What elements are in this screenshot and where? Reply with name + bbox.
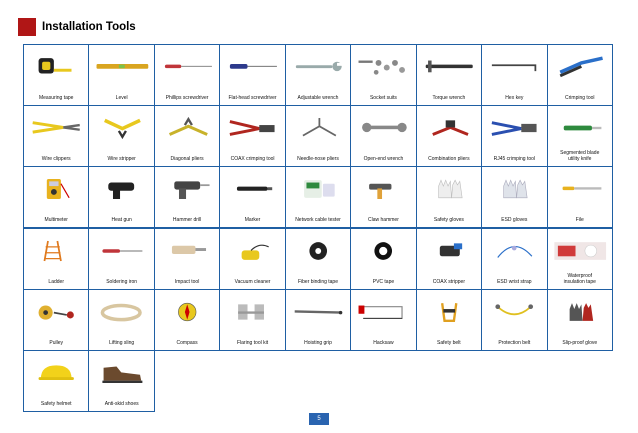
tool-label: Claw hammer bbox=[368, 217, 399, 224]
hammer-drill-icon bbox=[159, 171, 215, 207]
tool-label: Segmented blade utility knife bbox=[560, 150, 600, 163]
fiber-binding-tape-icon bbox=[290, 233, 346, 269]
level-icon bbox=[93, 49, 149, 85]
tool-label: Slip-proof glove bbox=[562, 339, 598, 346]
tool-cell bbox=[285, 166, 351, 228]
tool-label: Network cable tester bbox=[295, 217, 341, 224]
hacksaw-icon bbox=[355, 294, 411, 330]
tool-label: RJ45 crimping tool bbox=[493, 156, 536, 163]
safety-belt-icon bbox=[421, 294, 477, 330]
tool-label: Vacuum cleaner bbox=[234, 278, 271, 285]
network-cable-tester-icon bbox=[290, 171, 346, 207]
tool-label: Torque wrench bbox=[432, 95, 466, 102]
rj45-crimping-tool-icon bbox=[486, 110, 542, 146]
tool-cell bbox=[23, 166, 89, 228]
wire-clippers-icon bbox=[28, 110, 84, 146]
tool-cell bbox=[416, 44, 482, 106]
tool-label: Socket suits bbox=[369, 95, 397, 102]
tool-label: Flaring tool kit bbox=[236, 339, 269, 346]
adjustable-wrench-icon bbox=[290, 49, 346, 85]
tool-label: Flat-head screwdriver bbox=[228, 95, 277, 102]
tool-cell bbox=[23, 350, 89, 412]
tool-label: Level bbox=[115, 95, 128, 102]
tool-label: Combination pliers bbox=[428, 156, 470, 163]
tool-label: Diagonal pliers bbox=[170, 156, 204, 163]
tool-cell bbox=[481, 228, 547, 290]
tool-cell bbox=[547, 289, 613, 351]
torque-wrench-icon bbox=[421, 49, 477, 85]
tool-label: Open-end wrench bbox=[363, 156, 404, 163]
tool-cell bbox=[416, 105, 482, 167]
page-header bbox=[18, 18, 136, 36]
needle-nose-pliers-icon bbox=[290, 110, 346, 146]
tool-cell bbox=[547, 105, 613, 167]
tool-cell bbox=[23, 289, 89, 351]
wire-stripper-icon bbox=[93, 110, 149, 146]
heat-gun-icon bbox=[93, 171, 149, 207]
esd-gloves-icon bbox=[486, 171, 542, 207]
tool-cell bbox=[481, 289, 547, 351]
tool-cell bbox=[219, 289, 285, 351]
tool-label: Hoisting grip bbox=[304, 339, 332, 346]
header-accent-square bbox=[18, 18, 36, 36]
tool-cell bbox=[88, 350, 154, 412]
ladder-icon bbox=[28, 233, 84, 269]
tool-cell bbox=[350, 228, 416, 290]
tool-label: Hammer drill bbox=[172, 217, 202, 224]
tool-label: Crimping tool bbox=[565, 95, 595, 102]
tool-cell bbox=[481, 105, 547, 167]
tool-label: Fiber binding tape bbox=[297, 278, 338, 285]
socket-set-icon bbox=[355, 49, 411, 85]
measuring-tape-icon bbox=[28, 49, 84, 85]
claw-hammer-icon bbox=[355, 171, 411, 207]
compass-icon bbox=[159, 294, 215, 330]
tool-label: COAX crimping tool bbox=[230, 156, 275, 163]
tool-cell bbox=[219, 44, 285, 106]
protection-belt-icon bbox=[486, 294, 542, 330]
tool-label: Compass bbox=[176, 339, 198, 346]
tool-label: Safety helmet bbox=[40, 400, 72, 407]
utility-knife-icon bbox=[552, 110, 608, 146]
tool-cell bbox=[416, 289, 482, 351]
crimping-tool-icon bbox=[552, 49, 608, 85]
tool-cell bbox=[547, 228, 613, 290]
tool-label: Protection belt bbox=[498, 339, 531, 346]
tool-cell bbox=[154, 166, 220, 228]
diagonal-pliers-icon bbox=[159, 110, 215, 146]
tool-cell bbox=[154, 289, 220, 351]
file-icon bbox=[552, 171, 608, 207]
tool-label: Lifting sling bbox=[109, 339, 135, 346]
tool-cell bbox=[219, 105, 285, 167]
tool-label: Phillips screwdriver bbox=[165, 95, 209, 102]
tool-cell bbox=[350, 44, 416, 106]
slip-proof-glove-icon bbox=[552, 294, 608, 330]
tool-cell bbox=[285, 228, 351, 290]
waterproof-insulation-tape-icon bbox=[552, 233, 608, 269]
tool-cell bbox=[481, 166, 547, 228]
tool-cell bbox=[88, 289, 154, 351]
tool-cell bbox=[481, 44, 547, 106]
tools-grid bbox=[23, 44, 612, 411]
phillips-screwdriver-icon bbox=[159, 49, 215, 85]
combination-pliers-icon bbox=[421, 110, 477, 146]
tool-label: ESD gloves bbox=[501, 217, 528, 224]
tool-label: Measuring tape bbox=[38, 95, 74, 102]
tool-label: Multimeter bbox=[44, 217, 68, 224]
tool-label: Anti-skid shoes bbox=[104, 400, 139, 407]
flat-head-screwdriver-icon bbox=[224, 49, 280, 85]
tool-label: Marker bbox=[244, 217, 261, 224]
tool-cell bbox=[285, 44, 351, 106]
tool-cell bbox=[154, 228, 220, 290]
tool-label: Adjustable wrench bbox=[297, 95, 339, 102]
tool-label: Soldering iron bbox=[106, 278, 138, 285]
tool-cell bbox=[88, 44, 154, 106]
multimeter-icon bbox=[28, 171, 84, 207]
tool-label: File bbox=[575, 217, 584, 224]
tool-cell bbox=[23, 44, 89, 106]
tool-label: Hacksaw bbox=[373, 339, 394, 346]
page-title: Installation Tools bbox=[42, 21, 136, 33]
coax-crimping-tool-icon bbox=[224, 110, 280, 146]
tool-cell bbox=[547, 44, 613, 106]
tool-cell bbox=[154, 44, 220, 106]
tool-cell bbox=[416, 166, 482, 228]
hoisting-grip-icon bbox=[290, 294, 346, 330]
tool-cell bbox=[88, 228, 154, 290]
tool-label: COAX stripper bbox=[432, 278, 465, 285]
soldering-iron-icon bbox=[93, 233, 149, 269]
tool-cell bbox=[219, 228, 285, 290]
tool-cell bbox=[88, 105, 154, 167]
tool-label: Impact tool bbox=[174, 278, 200, 285]
safety-gloves-icon bbox=[421, 171, 477, 207]
tool-label: Wire stripper bbox=[107, 156, 136, 163]
tool-cell bbox=[350, 166, 416, 228]
pvc-tape-icon bbox=[355, 233, 411, 269]
tool-label: PVC tape bbox=[372, 278, 395, 285]
tool-cell bbox=[350, 289, 416, 351]
flaring-tool-kit-icon bbox=[224, 294, 280, 330]
page-number: 5 bbox=[309, 413, 329, 425]
tool-label: Hex key bbox=[505, 95, 524, 102]
hex-key-icon bbox=[486, 49, 542, 85]
tool-cell bbox=[23, 105, 89, 167]
pulley-icon bbox=[28, 294, 84, 330]
coax-stripper-icon bbox=[421, 233, 477, 269]
vacuum-cleaner-icon bbox=[224, 233, 280, 269]
anti-skid-shoes-icon bbox=[93, 355, 149, 391]
tool-cell bbox=[350, 105, 416, 167]
tool-cell bbox=[154, 105, 220, 167]
tool-cell bbox=[285, 289, 351, 351]
tool-label: ESD wrist strap bbox=[497, 278, 532, 285]
tool-cell bbox=[416, 228, 482, 290]
tool-label: Wire clippers bbox=[41, 156, 71, 163]
tool-cell bbox=[219, 166, 285, 228]
tool-label: Waterproof insulation tape bbox=[563, 272, 596, 285]
tool-label: Safety gloves bbox=[433, 217, 464, 224]
safety-helmet-icon bbox=[28, 355, 84, 391]
tool-label: Ladder bbox=[48, 278, 64, 285]
lifting-sling-icon bbox=[93, 294, 149, 330]
tool-cell bbox=[285, 105, 351, 167]
marker-icon bbox=[224, 171, 280, 207]
open-end-wrench-icon bbox=[355, 110, 411, 146]
tool-cell bbox=[88, 166, 154, 228]
tool-label: Needle-nose pliers bbox=[297, 156, 339, 163]
impact-tool-icon bbox=[159, 233, 215, 269]
tool-cell bbox=[547, 166, 613, 228]
tool-label: Heat gun bbox=[111, 217, 132, 224]
esd-wrist-strap-icon bbox=[486, 233, 542, 269]
tool-label: Pulley bbox=[49, 339, 64, 346]
tool-label: Safety belt bbox=[437, 339, 461, 346]
tool-cell bbox=[23, 228, 89, 290]
